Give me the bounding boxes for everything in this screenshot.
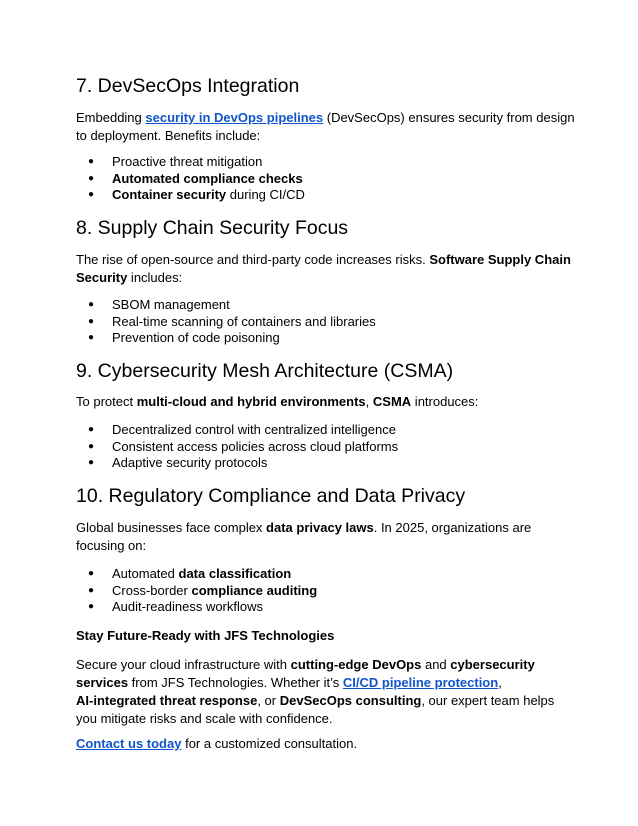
closing-bold-text: cybersecurity services — [76, 657, 535, 690]
list-item — [76, 314, 576, 331]
cta-paragraph — [76, 735, 576, 753]
bullet-icon: ● — [88, 440, 95, 452]
closing-text: , our expert team helps you mitigate risks and scale with confidence. — [76, 693, 555, 726]
bullet-icon: ● — [88, 156, 95, 167]
intro-bold-text: Software Supply Chain Security — [76, 252, 571, 285]
section-7-list — [76, 154, 576, 204]
item-text: Consistent access policies across cloud platforms — [112, 438, 399, 454]
item-text: during CI/CD — [226, 187, 305, 202]
bullet-icon: ● — [88, 601, 95, 612]
intro-text: Embedding — [76, 110, 146, 125]
list-item — [76, 171, 576, 188]
closing-text: , — [498, 675, 502, 690]
bullet-icon: ● — [88, 584, 95, 596]
bullet-icon: ● — [88, 189, 95, 200]
intro-text: includes: — [127, 270, 183, 285]
list-item — [76, 422, 576, 439]
section-8-list — [76, 297, 576, 347]
intro-text: Global businesses face complex — [76, 520, 267, 535]
item-text: Cross-border — [112, 582, 192, 598]
bullet-icon: ● — [88, 457, 95, 468]
list-item — [76, 187, 576, 204]
item-text: Proactive threat mitigation — [112, 154, 263, 169]
item-text: Decentralized control with centralized intelligence — [112, 422, 396, 437]
bullet-icon: ● — [88, 299, 95, 310]
item-text: Prevention of code poisoning — [112, 330, 280, 345]
section-10-intro — [76, 519, 576, 555]
item-bold-text: Automated compliance checks — [112, 170, 303, 186]
devops-pipelines-link[interactable]: security in DevOps pipelines — [145, 110, 324, 125]
item-bold-text: compliance auditing — [191, 582, 318, 598]
intro-bold-text: CSMA — [372, 394, 412, 409]
intro-text: The rise of open-source and third-party code increases risks. — [76, 252, 430, 267]
list-item — [76, 297, 576, 314]
bullet-icon: ● — [88, 332, 95, 343]
section-8-intro — [76, 251, 576, 287]
list-item — [76, 455, 576, 472]
closing-text: from JFS Technologies. Whether it’s — [128, 675, 343, 690]
intro-text: introduces: — [411, 394, 479, 409]
list-item — [76, 566, 576, 583]
item-text: Audit-readiness workflows — [112, 599, 264, 614]
section-7-intro — [76, 109, 576, 145]
item-text: Real-time scanning of containers and libraries — [112, 313, 376, 329]
bullet-icon: ● — [88, 424, 95, 435]
list-item — [76, 330, 576, 347]
item-bold-text: Container security — [112, 187, 227, 202]
list-item — [76, 583, 576, 600]
closing-bold-text: AI-integrated threat response — [76, 693, 258, 708]
section-9-intro — [76, 393, 576, 411]
section-8-heading: 8. Supply Chain Security Focus — [76, 217, 349, 239]
section-9-list — [76, 422, 576, 472]
closing-text: and — [421, 657, 451, 672]
intro-text: (DevSecOps) ensures security from design to deployment. Benefits include: — [76, 110, 575, 143]
section-10-list — [76, 566, 576, 616]
list-item — [76, 599, 576, 616]
bullet-icon: ● — [88, 568, 95, 579]
bullet-icon: ● — [88, 172, 95, 184]
closing-bold-text: cutting-edge DevOps — [290, 657, 422, 672]
closing-heading: Stay Future-Ready with JFS Technologies — [76, 628, 335, 643]
closing-bold-text: DevSecOps consulting — [279, 693, 422, 708]
intro-text: . In 2025, organizations are focusing on: — [76, 520, 532, 553]
closing-text: , or — [257, 693, 280, 708]
list-item — [76, 439, 576, 456]
contact-us-link[interactable]: Contact us today — [76, 736, 182, 751]
intro-text: To protect — [76, 394, 137, 409]
closing-paragraph — [76, 656, 576, 728]
intro-text: , — [365, 394, 373, 409]
section-9-heading: 9. Cybersecurity Mesh Architecture (CSMA) — [76, 360, 454, 382]
item-bold-text: data classification — [178, 566, 292, 581]
cicd-pipeline-protection-link[interactable]: CI/CD pipeline protection — [342, 675, 499, 690]
closing-text: Secure your cloud infrastructure with — [76, 657, 291, 672]
section-10-heading: 10. Regulatory Compliance and Data Privacy — [76, 485, 466, 507]
list-item — [76, 154, 576, 171]
item-text: Automated — [112, 566, 179, 581]
cta-text: for a customized consultation. — [181, 736, 358, 751]
item-text: Adaptive security protocols — [112, 455, 268, 470]
intro-bold-text: data privacy laws — [266, 520, 374, 535]
intro-bold-text: multi-cloud and hybrid environments — [136, 394, 366, 409]
section-7-heading: 7. DevSecOps Integration — [76, 75, 300, 97]
item-text: SBOM management — [112, 297, 230, 312]
bullet-icon: ● — [88, 315, 95, 327]
